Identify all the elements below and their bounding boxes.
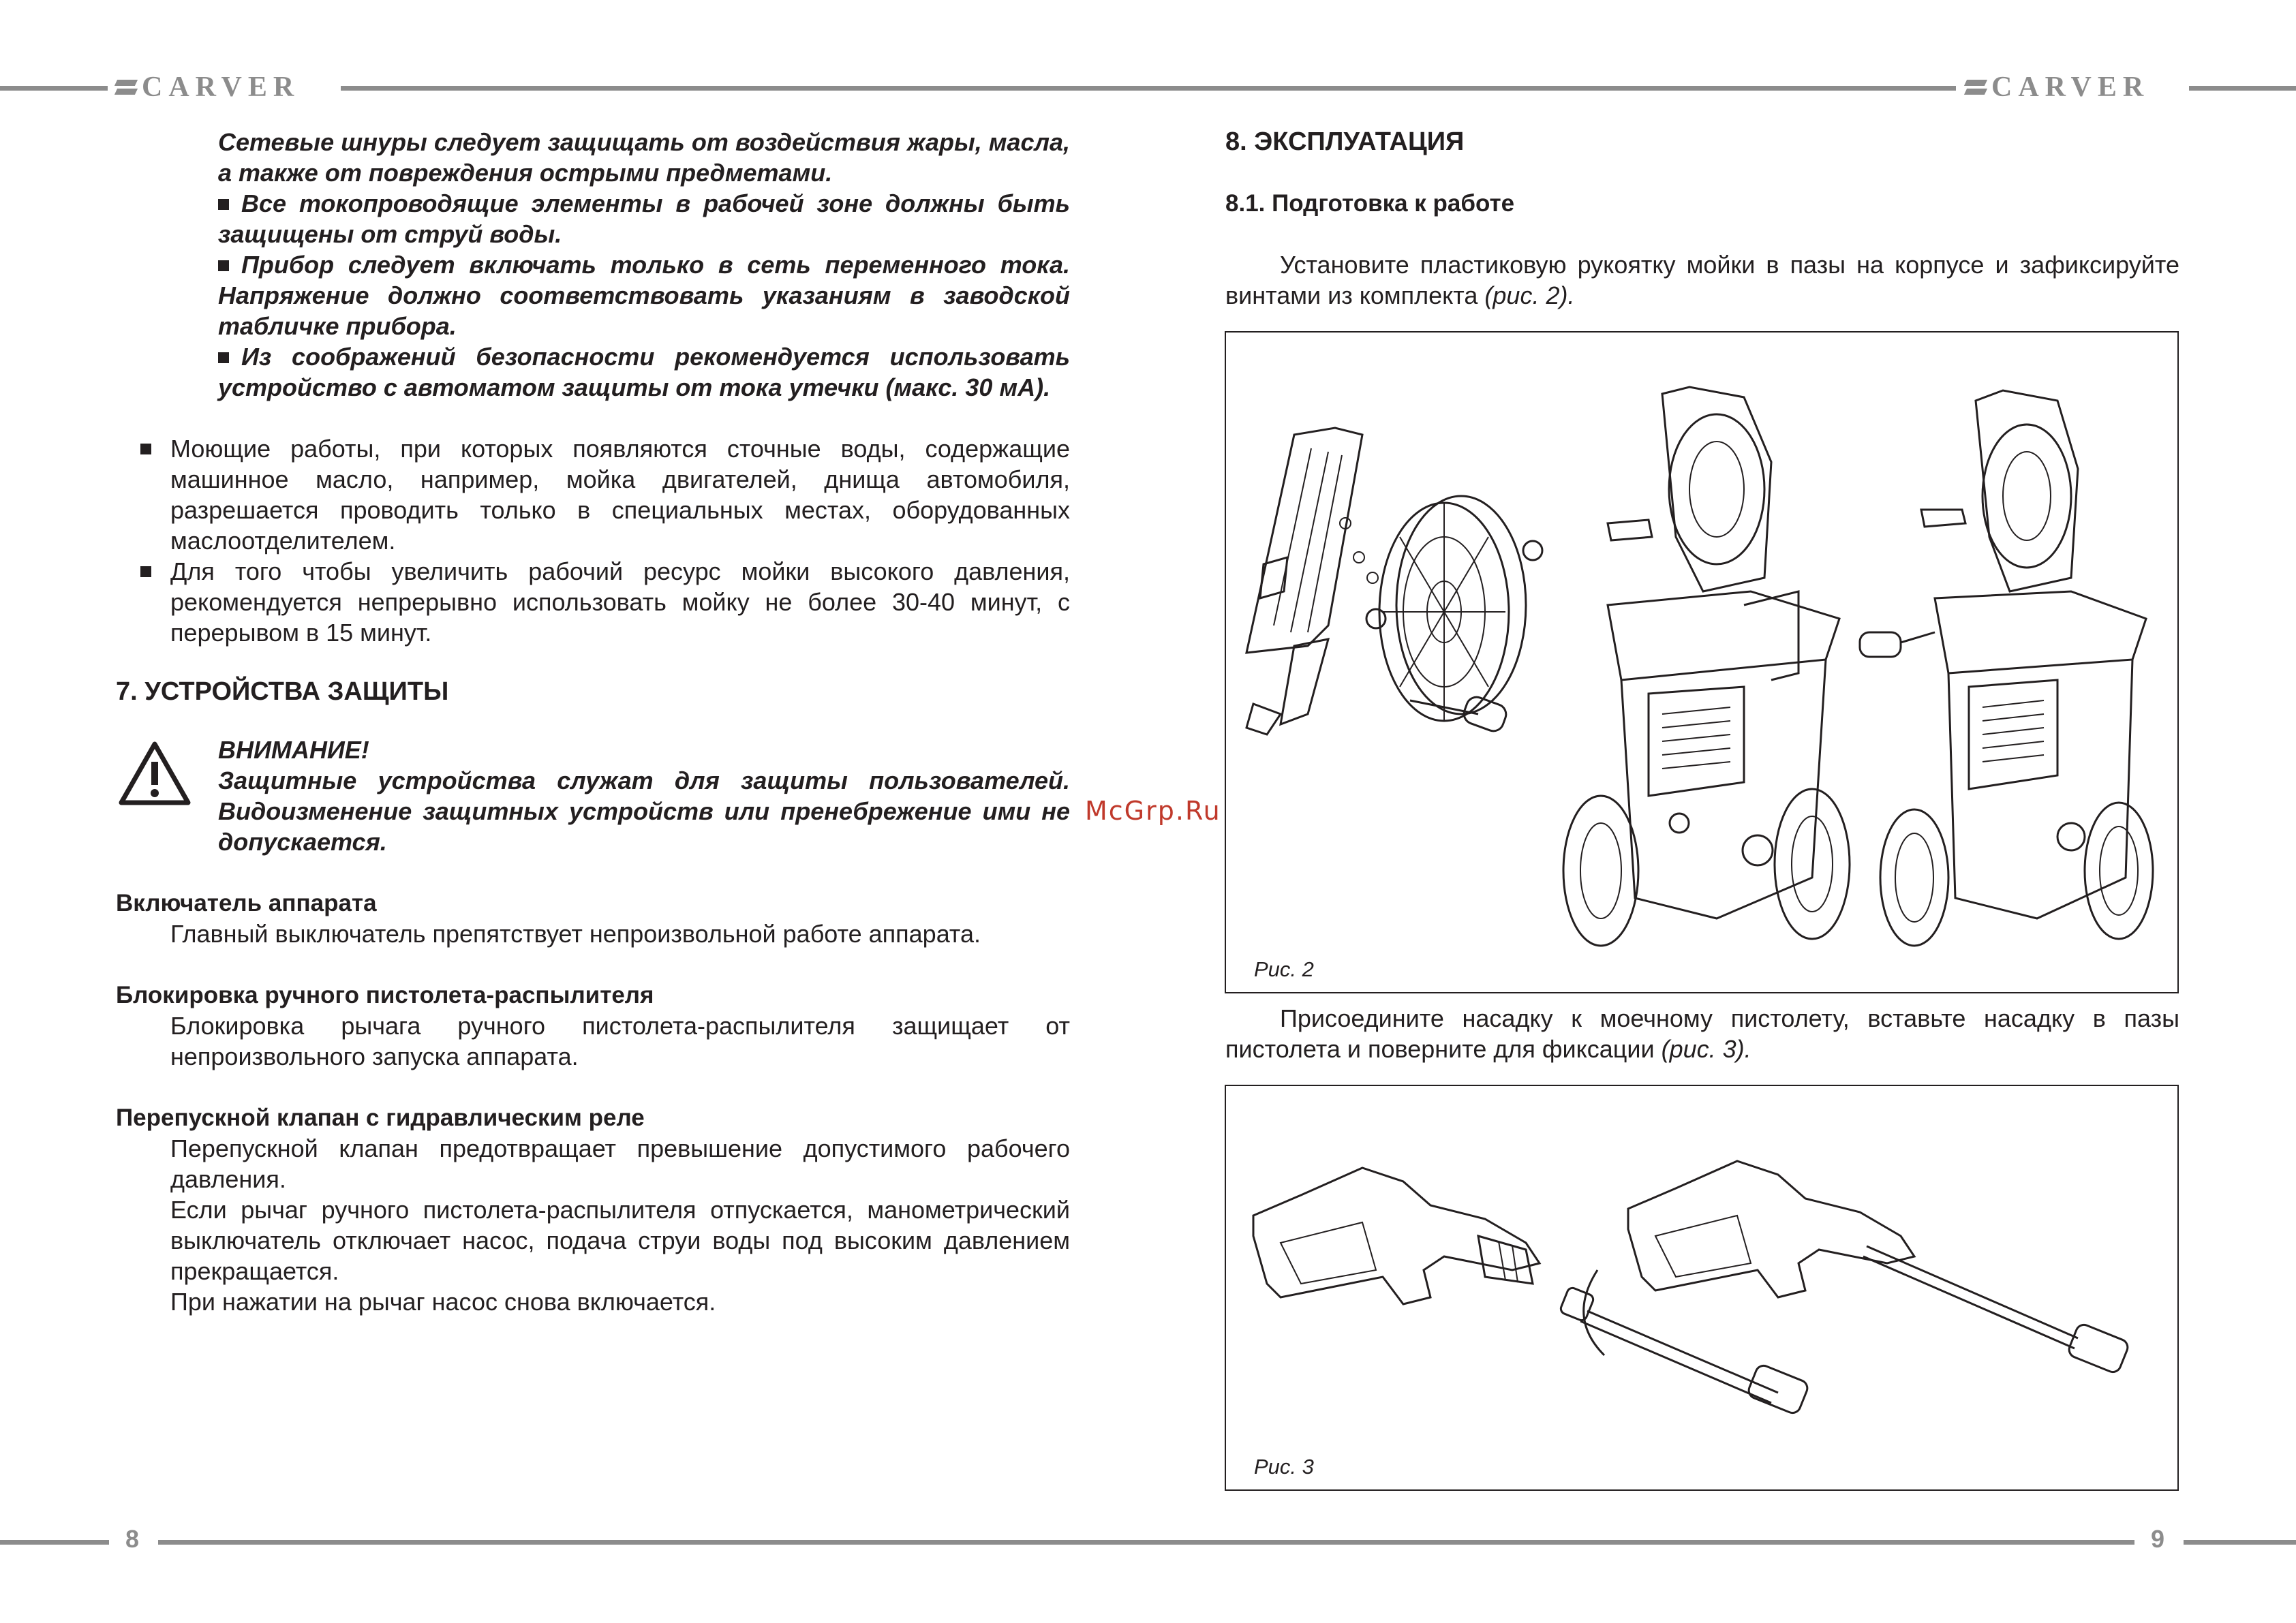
right-column: [1225, 127, 2179, 311]
footer-rule-right: [2184, 1540, 2296, 1545]
switch-text: Главный выключатель препятствует непроизвольной работе аппарата.: [170, 920, 981, 948]
section-8-title: 8. ЭКСПЛУАТАЦИЯ: [1225, 127, 1465, 156]
figure-3-caption: Рис. 3: [1254, 1455, 1314, 1479]
header-rule-left-a: [0, 86, 108, 91]
pressure-washer-2-drawing: [1860, 390, 2153, 946]
bullet-square-icon: [218, 352, 229, 363]
valve-text: Перепускной клапан предотвращает превышение допустимого рабочего давления.: [170, 1134, 1070, 1193]
section-7-title: 7. УСТРОЙСТВА ЗАЩИТЫ: [116, 677, 449, 706]
footer-rule-center: [158, 1540, 2134, 1545]
left-column: [116, 127, 1070, 1317]
figure-2: [1225, 331, 2179, 993]
spray-gun-2-drawing: [1628, 1161, 2130, 1374]
header-rule-right: [2189, 86, 2296, 91]
footer-rule-left: [0, 1540, 109, 1545]
section-8-1-title: 8.1. Подготовка к работе: [1225, 190, 1515, 217]
header-rule-center: [341, 86, 1956, 91]
warning-line: Сетевые шнуры следует защищать от воздействия жары, масла, а также от повреждения острыми предметами.: [218, 128, 1070, 187]
instruction-paragraph: Присоедините насадку к моечному пистолету, вставьте насадку в пазы пистолета и поверните для фиксации (рис. 3).: [1225, 1004, 2179, 1063]
warning-line: Из соображений безопасности рекомендуется использовать устройство с автоматом защиты от тока утечки (макс. 30 мА).: [218, 343, 1070, 401]
lock-text: Блокировка рычага ручного пистолета-распылителя защищает от непроизвольного запуска аппарата.: [170, 1012, 1070, 1070]
attention-title: ВНИМАНИЕ!: [218, 736, 369, 764]
lock-title: Блокировка ручного пистолета-распылителя: [116, 982, 654, 1008]
brand-logo-left: [116, 74, 300, 101]
bullet-square-icon: [140, 444, 151, 454]
pressure-washer-1-drawing: [1563, 387, 1850, 946]
brand-name: CARVER: [1991, 72, 2150, 103]
pressure-washer-assembly-illustration: [1226, 333, 2177, 992]
warning-block: [116, 127, 1070, 403]
warning-line: Все токопроводящие элементы в рабочей зоне должны быть защищены от струй воды.: [218, 189, 1070, 248]
warning-line: Прибор следует включать только в сеть переменного тока. Напряжение должно соответствовать указаниям в заводской табличке прибора.: [218, 251, 1070, 340]
logo-mark-icon: [1965, 78, 1986, 96]
valve-text: Если рычаг ручного пистолета-распылителя отпускается, манометрический выключатель отключает насос, подача струи воды под высоким давлением прекращается.: [170, 1196, 1070, 1285]
figure-3: [1225, 1085, 2179, 1491]
bullet-square-icon: [218, 260, 229, 271]
attention-text: Защитные устройства служат для защиты пользователей. Видоизменение защитных устройств или пренебрежение ими не допускается.: [218, 767, 1070, 856]
page-number-right: 9: [2151, 1525, 2165, 1553]
list-item: Моющие работы, при которых появляются сточные воды, содержащие машинное масло, например, мойка двигателей, днища автомобиля, разрешается проводить только в специальных местах, оборудованных маслоотделителем.: [170, 433, 1070, 556]
bullet-square-icon: [140, 566, 151, 577]
logo-mark-icon: [116, 78, 136, 96]
hose-reel-drawing: [1366, 496, 1542, 734]
switch-title: Включатель аппарата: [116, 890, 377, 916]
spray-gun-1-drawing: [1253, 1168, 1540, 1304]
instruction-paragraph: Установите пластиковую рукоятку мойки в пазы на корпусе и зафиксируйте винтами из комплекта (рис. 2).: [1225, 251, 2179, 309]
bullet-square-icon: [218, 199, 229, 210]
brand-name: CARVER: [142, 72, 301, 103]
figure-2-caption: Рис. 2: [1254, 957, 1314, 981]
page-number-left: 8: [125, 1525, 140, 1553]
brand-logo-right: [1965, 74, 2149, 101]
list-item: Для того чтобы увеличить рабочий ресурс мойки высокого давления, рекомендуется непрерывно использовать мойку не более 30-40 минут, с перерывом в 15 минут.: [170, 556, 1070, 648]
right-column-cont: [1225, 1003, 2179, 1064]
spray-gun-nozzle-illustration: [1226, 1086, 2177, 1489]
valve-title: Перепускной клапан с гидравлическим реле: [116, 1104, 645, 1131]
valve-text: При нажатии на рычаг насос снова включается.: [170, 1288, 716, 1316]
nozzle-rotation-drawing: [1559, 1270, 1809, 1415]
attention-block: [116, 735, 1070, 857]
watermark: McGrp.Ru: [1085, 796, 1221, 826]
bullet-list: [116, 433, 1070, 648]
warning-triangle-icon: [117, 740, 192, 808]
handle-part-drawing: [1246, 428, 1378, 735]
